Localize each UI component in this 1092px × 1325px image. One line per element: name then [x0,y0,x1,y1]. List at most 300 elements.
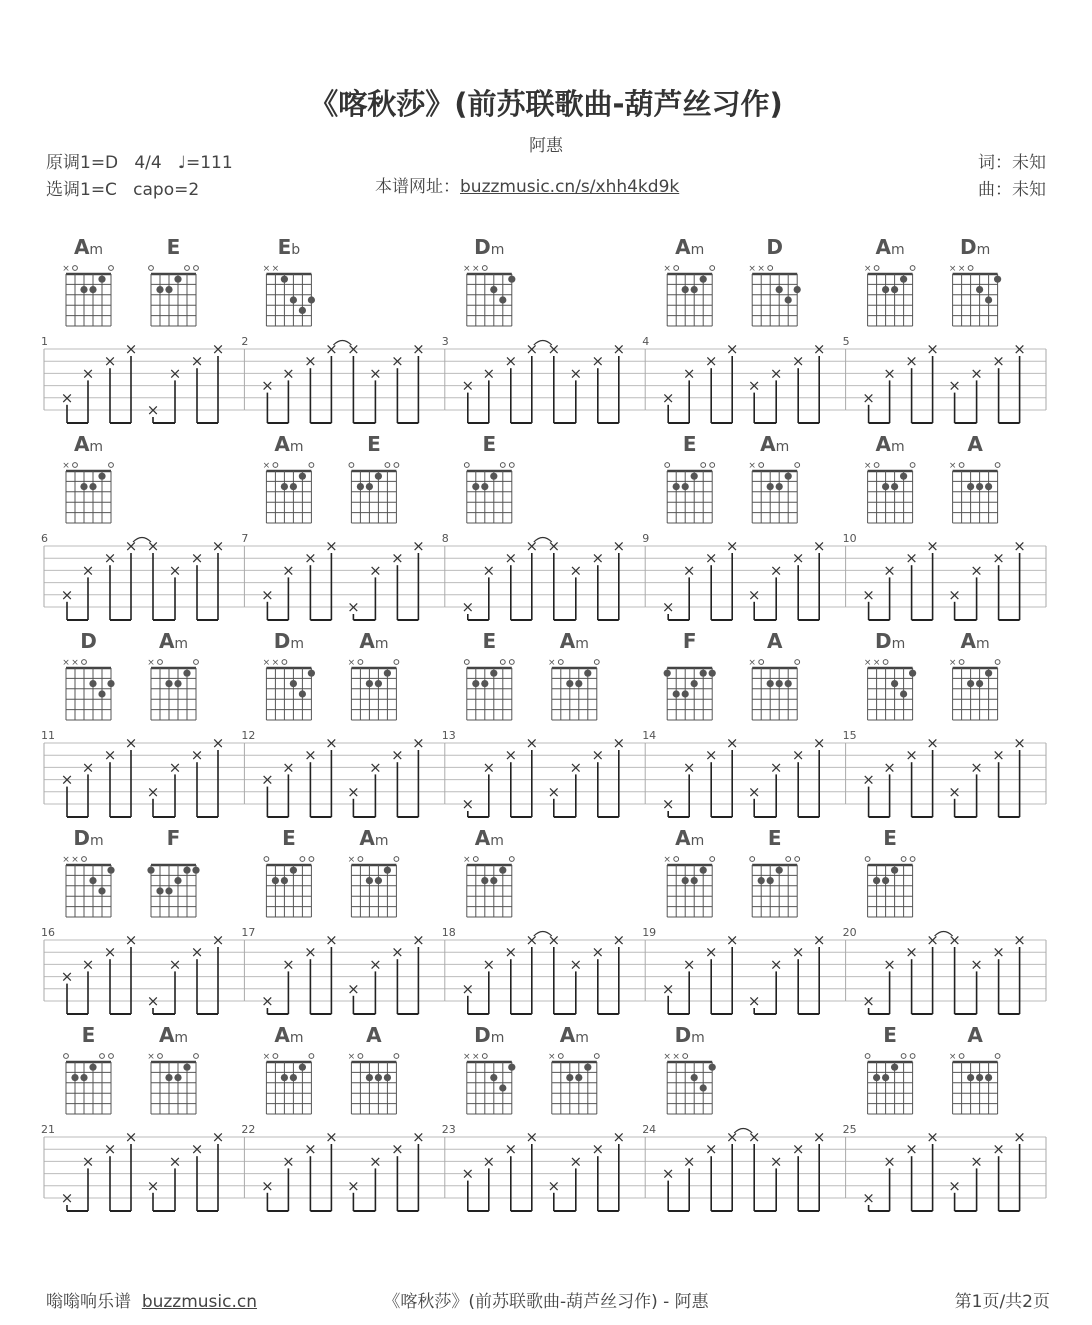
finger-dot [174,877,181,884]
finger-dot [183,1064,190,1071]
mute-mark: × [948,461,957,471]
chord-diagram [463,264,515,326]
note-x: × [261,376,274,395]
note-x: × [883,561,896,580]
note-x: × [60,770,74,789]
mute-mark: × [262,1052,271,1062]
note-x: × [168,364,182,383]
note-x: × [504,746,518,765]
chord-diagram [147,1052,198,1114]
chord-diagram [62,658,114,720]
finger-dot [156,887,163,894]
note-x: × [661,388,675,407]
note-x: × [747,782,761,801]
open-mark [109,266,114,271]
finger-dot [700,867,707,874]
note-x: × [862,585,875,604]
mute-mark: × [262,264,271,274]
mute-mark: × [948,264,957,274]
chord-name: E [367,432,381,456]
open-mark [509,463,514,468]
open-mark [309,1054,314,1059]
composer: 曲：未知 [978,180,1046,200]
open-mark [194,660,199,665]
note-x: × [525,1128,539,1146]
note-x: × [948,931,961,949]
note-x: × [525,734,539,752]
note-x: × [569,561,583,580]
open-mark [500,660,505,665]
finger-dot [192,867,199,874]
note-x: × [81,364,95,383]
note-x: × [591,943,605,962]
note-x: × [862,770,875,789]
chord-diagram [263,658,315,720]
note-x: × [769,1152,783,1171]
note-x: × [282,758,295,777]
note-x: × [325,537,338,555]
note-x: × [461,1164,475,1183]
note-x: × [791,549,805,568]
note-x: × [304,352,317,371]
note-x: × [124,1128,138,1146]
chord-diagram [864,264,915,326]
mute-mark: × [147,1052,155,1062]
finger-dot [882,483,889,490]
finger-dot [767,483,774,490]
mute-mark: × [548,658,556,668]
measure [241,1023,444,1211]
note-x: × [661,979,675,998]
measure-number: 22 [241,1123,256,1136]
note-x: × [747,1128,761,1146]
open-mark [558,660,563,665]
chord-diagram [263,264,315,326]
chord-name: E [883,1023,897,1047]
note-x: × [391,352,404,371]
finger-dot [375,473,382,480]
chord-diagram [865,857,915,917]
finger-dot [785,296,792,303]
open-mark [959,660,964,665]
mute-mark: × [672,1052,680,1062]
note-x: × [103,352,117,371]
finger-dot [499,1084,506,1091]
note-x: × [211,734,225,752]
finger-dot [967,1074,974,1081]
open-mark [665,463,670,468]
finger-dot [891,680,898,687]
finger-dot [891,483,898,490]
note-x: × [926,340,939,358]
note-x: × [412,734,425,752]
note-x: × [791,1140,805,1159]
finger-dot [384,1074,391,1081]
mute-mark: × [948,1052,957,1062]
note-x: × [369,758,382,777]
open-mark [883,660,888,665]
finger-dot [490,473,497,480]
note-x: × [862,992,875,1010]
measure-number: 18 [441,926,456,939]
open-mark [786,857,791,862]
note-x: × [862,388,875,407]
finger-dot [767,680,774,687]
note-x: × [1013,931,1026,949]
finger-dot [891,1064,898,1071]
open-mark [768,266,773,271]
footer-page: 第1页/共2页 [954,1292,1050,1312]
chord-diagram [147,865,199,917]
finger-dot [281,276,288,283]
finger-dot [366,1074,373,1081]
note-x: × [482,1152,496,1171]
note-x: × [391,746,404,765]
measure-number: 20 [842,926,857,939]
finger-dot [700,276,707,283]
chord-name: Am [359,826,389,850]
note-x: × [304,1140,317,1159]
finger-dot [80,286,87,293]
open-mark [759,660,764,665]
open-mark [750,857,755,862]
open-mark [710,266,715,271]
note-x: × [862,1189,875,1207]
note-x: × [612,340,626,358]
finger-dot [976,286,983,293]
note-x: × [926,1128,939,1146]
open-mark [683,1054,688,1059]
measure-number: 21 [41,1123,55,1136]
note-x: × [525,931,539,949]
chord-name: Dm [674,1023,705,1047]
note-x: × [725,734,739,752]
finger-dot [481,483,488,490]
open-mark [795,660,800,665]
measure-number: 2 [241,335,249,348]
note-x: × [146,1176,160,1195]
open-mark [394,660,399,665]
measure-number: 3 [441,335,449,348]
note-x: × [124,734,138,752]
measure-number: 12 [241,729,256,742]
chord-name: F [682,629,697,653]
finger-dot [290,867,297,874]
finger-dot [873,877,880,884]
mute-mark: × [262,658,271,668]
note-x: × [325,734,338,752]
note-x: × [661,598,675,616]
finger-dot [967,483,974,490]
finger-dot [691,286,698,293]
chord-name: Dm [959,235,991,259]
measure [843,629,1046,817]
note-x: × [905,352,918,371]
note-x: × [525,340,539,358]
note-x: × [369,561,382,580]
note-x: × [282,955,295,974]
chord-name: Dm [874,629,906,653]
finger-dot [472,680,479,687]
chord-diagram [149,266,199,326]
finger-dot [794,286,801,293]
note-x: × [124,537,138,555]
open-mark [910,463,915,468]
measure-number: 19 [642,926,657,939]
open-mark [64,1054,69,1059]
chord-name: Am [274,432,304,456]
finger-dot [682,690,689,697]
mute-mark: × [863,264,872,274]
note-x: × [103,746,117,765]
note-x: × [812,340,826,358]
chord-diagram [949,658,1000,720]
chord-diagram [348,658,399,720]
finger-dot [183,670,190,677]
note-x: × [369,1152,382,1171]
note-x: × [682,1152,696,1171]
open-mark [710,463,715,468]
open-mark [394,857,399,862]
chord-name: Am [559,629,589,653]
finger-dot [776,483,783,490]
note-x: × [769,561,783,580]
chord-diagram [147,658,198,720]
note-x: × [682,955,696,974]
finger-dot [299,1064,306,1071]
finger-dot [107,867,114,874]
chord-diagram [64,1054,114,1114]
finger-dot [490,286,497,293]
song-title: 《喀秋莎》(前苏联歌曲-葫芦丝习作) [309,87,783,121]
finger-dot [682,286,689,293]
finger-dot [967,680,974,687]
note-x: × [926,734,939,752]
finger-dot [776,680,783,687]
open-mark [273,1054,278,1059]
mute-mark: × [872,658,881,668]
finger-dot [299,690,306,697]
mute-mark: × [347,855,356,865]
chord-name: Am [474,826,504,850]
measure-number: 17 [241,926,256,939]
mute-mark: × [271,264,280,274]
footer-site-link[interactable]: buzzmusic.cn [141,1292,258,1312]
open-mark [710,857,715,862]
open-mark [82,660,87,665]
chord-name: Am [760,432,790,456]
open-mark [358,660,363,665]
finger-dot [673,690,680,697]
mute-mark: × [663,855,671,865]
open-mark [674,266,679,271]
chord-name: Dm [73,826,104,850]
measure [843,235,1046,423]
chord-name: Am [274,1023,304,1047]
note-x: × [60,967,74,986]
note-x: × [769,758,783,777]
note-x: × [883,758,896,777]
open-mark [109,1054,114,1059]
measure-number: 1 [41,335,48,348]
note-x: × [1013,1128,1026,1146]
chord-diagram [665,463,715,523]
finger-dot [691,1074,698,1081]
chord-diagram [748,658,799,720]
chord-diagram [864,658,916,720]
note-x: × [970,561,983,580]
finger-dot [508,1064,515,1071]
open-mark [194,1054,199,1059]
chord-name: E [482,432,497,456]
note-x: × [948,376,961,395]
note-x: × [547,1176,561,1195]
finger-dot [165,1074,172,1081]
mute-mark: × [863,461,872,471]
open-mark [674,857,679,862]
note-x: × [905,943,918,962]
note-x: × [261,585,274,604]
mute-mark: × [71,658,79,668]
finger-dot [566,680,573,687]
finger-dot [174,680,181,687]
mute-mark: × [748,461,756,471]
note-x: × [347,979,360,998]
chord-diagram [748,264,800,326]
url-link[interactable]: buzzmusic.cn/s/xhh4kd9k [460,177,680,197]
finger-dot [290,296,297,303]
note-x: × [304,746,317,765]
finger-dot [299,473,306,480]
chord-name: Am [359,629,389,653]
open-mark [910,857,915,862]
chord-diagram [949,1052,1000,1114]
note-x: × [282,1152,295,1171]
finger-dot [575,1074,582,1081]
measure [442,432,645,620]
note-x: × [190,943,204,962]
note-x: × [190,549,204,568]
open-mark [482,1054,487,1059]
finger-dot [682,877,689,884]
note-x: × [81,561,95,580]
note-x: × [791,746,805,765]
note-x: × [747,376,761,395]
note-x: × [504,1140,518,1159]
chord-name: Am [875,235,905,259]
measure-number: 13 [441,729,456,742]
open-mark [73,463,78,468]
note-x: × [168,758,182,777]
open-mark [865,1054,870,1059]
finger-dot [375,1074,382,1081]
chord-diagram [664,668,716,720]
open-mark [100,1054,105,1059]
finger-dot [891,867,898,874]
note-x: × [992,746,1005,765]
chord-name: Dm [474,1023,505,1047]
open-mark [865,857,870,862]
chord-name: A [967,432,983,456]
chord-diagram [750,857,800,917]
note-x: × [60,1189,74,1207]
finger-dot [481,680,488,687]
finger-dot [891,286,898,293]
chord-diagram [263,461,314,523]
finger-dot [165,887,172,894]
note-x: × [412,340,425,358]
finger-dot [673,483,680,490]
note-x: × [504,943,518,962]
note-x: × [461,979,475,998]
chord-name: Am [158,1023,189,1047]
finger-dot [183,867,190,874]
note-x: × [412,537,425,555]
note-x: × [992,1140,1005,1159]
note-x: × [412,1128,425,1146]
open-mark [185,266,190,271]
finger-dot [481,877,488,884]
measure [241,432,444,620]
note-x: × [103,943,117,962]
note-x: × [769,955,783,974]
note-x: × [612,734,626,752]
measure-number: 23 [441,1123,456,1136]
measure-number: 7 [241,532,249,545]
note-x: × [347,340,360,358]
measure [241,235,444,423]
open-mark [995,1054,1000,1059]
note-x: × [747,992,761,1010]
mute-mark: × [463,855,471,865]
finger-dot [490,1074,497,1081]
finger-dot [785,680,792,687]
finger-dot [985,1074,992,1081]
open-mark [509,857,514,862]
open-mark [349,463,354,468]
note-x: × [926,537,939,555]
open-mark [910,1054,915,1059]
finger-dot [776,867,783,874]
finger-dot [375,877,382,884]
note-x: × [970,364,983,383]
note-x: × [661,1164,675,1183]
chord-name: A [366,1023,382,1047]
finger-dot [499,867,506,874]
note-x: × [261,992,274,1010]
chord-diagram [348,855,399,917]
note-x: × [168,955,182,974]
finger-dot [281,877,288,884]
note-x: × [791,352,805,371]
note-x: × [391,943,404,962]
chord-diagram [748,461,799,523]
mute-mark: × [472,264,480,274]
note-x: × [547,782,561,801]
note-x: × [704,549,718,568]
finger-dot [691,473,698,480]
note-x: × [482,758,496,777]
open-mark [910,266,915,271]
finger-dot [366,877,373,884]
open-mark [282,660,287,665]
chord-diagram [264,857,314,917]
open-mark [109,463,114,468]
note-x: × [612,1128,626,1146]
open-mark [594,1054,599,1059]
finger-dot [147,867,154,874]
note-x: × [146,992,160,1010]
